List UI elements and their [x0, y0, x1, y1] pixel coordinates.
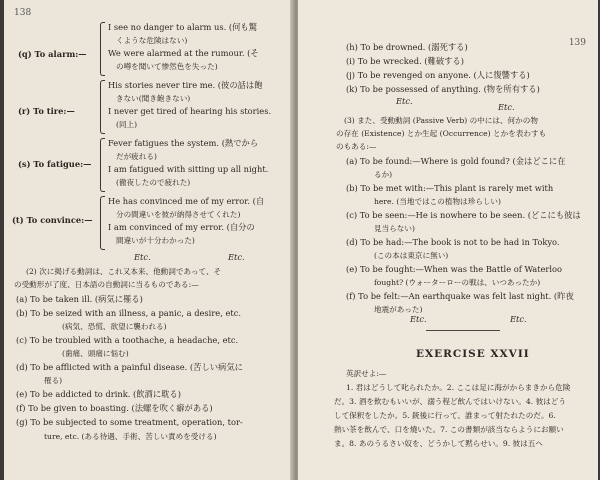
paragraph-line: (2) 次に掲げる動詞は、これ又本来、他動詞であって、そ: [26, 267, 222, 276]
entry-line: I never get tired of hearing his stories.: [108, 106, 272, 116]
exercise-line: して保釈をしたか。5. 銃後に行って、誰まって射たれたのだ。6.: [334, 411, 556, 420]
entry-line: Fever fatigues the system. (熱でから: [108, 138, 259, 148]
entry-line: His stories never tire me. (彼の話は飽: [108, 80, 263, 90]
list-item: 見当らない): [374, 224, 415, 233]
brace-icon: [100, 22, 105, 76]
etc-label: Etc.: [134, 252, 151, 262]
entry-line: くような危険はない): [116, 36, 188, 45]
list-item: (病気、恐慌、欲望に襲われる): [62, 322, 167, 331]
entry-line: We were alarmed at the rumour. (そ: [108, 48, 259, 58]
entry-line: I am convinced of my error. (自分の: [108, 222, 255, 232]
entry-line: I am fatigued with sitting up all night.: [108, 164, 269, 174]
list-item: 地震があった): [374, 305, 423, 314]
entry-label: (r) To tire:—: [18, 106, 75, 116]
brace-icon: [100, 80, 105, 134]
page-number: 138: [14, 8, 32, 18]
entry-line: (徹夜したので疲れた): [116, 178, 191, 187]
entry-line: の噂を聞いて惨然色を失った): [116, 62, 218, 71]
exercise-title: EXERCISE XXVII: [416, 348, 530, 360]
page-number: 139: [568, 38, 586, 48]
list-item: るか): [374, 170, 393, 179]
etc-label: Etc.: [228, 252, 245, 262]
section-divider: [426, 330, 500, 331]
list-item: (j) To be revenged on anyone. (人に復讐する): [346, 70, 530, 80]
entry-label: (s) To fatigue:—: [18, 159, 92, 169]
list-item: fought? (ウォーターローの戦は、いつあったか): [374, 278, 541, 287]
right-page: [298, 0, 598, 480]
list-item: (c) To be seen:—He is nowhere to be seen. (どこにも彼は: [346, 210, 581, 220]
etc-label: Etc.: [396, 96, 413, 106]
list-item: ture, etc. (ある待遇、手術、苦しい責めを受ける): [44, 432, 217, 441]
list-item: (e) To be addicted to drink. (飲酒に耽る): [16, 389, 181, 399]
list-item: (e) To be fought:—When was the Battle of Waterloo: [346, 264, 563, 274]
entry-line: I see no danger to alarm us. (何も驚: [108, 22, 258, 32]
list-item: (d) To be had:—The book is not to be had in Tokyo.: [346, 237, 560, 247]
exercise-intro: 英訳せよ:—: [346, 369, 387, 378]
list-item: (i) To be wrecked. (難破する): [346, 56, 464, 66]
list-item: (b) To be seized with an illness, a panic, a desire, etc.: [16, 308, 242, 318]
paragraph-line: のもある:—: [336, 142, 377, 151]
exercise-line: ま。8. あのうるさい奴を、どうかして黙らせい。9. 彼は五ヘ: [334, 439, 543, 448]
etc-label: Etc.: [510, 314, 527, 324]
entry-line: だが疲れる): [116, 152, 157, 161]
paragraph-line: の受動形が了度、日本語の自動詞に当るものである:—: [14, 280, 199, 289]
entry-line: 間違いが十分わかった): [116, 236, 195, 245]
list-item: (この本は東京に無い): [374, 251, 449, 260]
list-item: (f) To be given to boasting. (法螺を吹く癖がある): [16, 403, 213, 413]
etc-label: Etc.: [410, 314, 427, 324]
paragraph-line: (3) また、受動動詞 (Passive Verb) の中には、何かの物: [344, 116, 538, 125]
list-item: (h) To be drowned. (溺死する): [346, 42, 468, 52]
entry-line: He has convinced me of my error. (自: [108, 196, 265, 206]
list-item: (k) To be possessed of anything. (物を所有する): [346, 84, 540, 94]
entry-label: (q) To alarm:—: [18, 49, 87, 59]
entry-line: (同上): [116, 120, 138, 129]
list-item: (a) To be found:—Where is gold found? (金はどこに在: [346, 156, 566, 166]
list-item: (歯痛、頭痛に悩む): [62, 349, 129, 358]
exercise-line: だ。3. 酒を飲むもいいが、溺う程ど飲んではいけない。4. 彼はどう: [334, 397, 566, 406]
paragraph-line: の存在 (Existence) とか生起 (Occurrence) とかを表わすも: [336, 129, 547, 138]
list-item: (a) To be taken ill. (病気に罹る): [16, 294, 143, 304]
list-item: (d) To be afflicted with a painful disease. (苦しい病気に: [16, 362, 243, 372]
list-item: (g) To be subjected to some treatment, operation, tor-: [16, 417, 243, 427]
list-item: here. (当地ではこの植物は珍らしい): [374, 197, 501, 206]
list-item: (f) To be felt:—An earthquake was felt last night. (昨夜: [346, 291, 574, 301]
exercise-line: 1. 君はどうして叱られたか。2. ここは足に海がからまきから危険: [346, 383, 571, 392]
list-item: 罹る): [44, 376, 63, 385]
entry-label: (t) To convince:—: [12, 215, 93, 225]
exercise-line: 熱い茶を飲んで、口を燒いた。7. この書類が該当ならようにお願い: [334, 425, 564, 434]
list-item: (c) To be troubled with a toothache, a headache, etc.: [16, 335, 239, 345]
etc-label: Etc.: [498, 102, 515, 112]
brace-icon: [100, 138, 105, 192]
entry-line: きない(聞き飽きない): [116, 94, 191, 103]
list-item: (b) To be met with:—This plant is rarely met with: [346, 183, 554, 193]
entry-line: 分の間違いを彼が納得させてくれた): [116, 210, 241, 219]
left-page: [4, 0, 294, 480]
brace-icon: [100, 196, 105, 250]
